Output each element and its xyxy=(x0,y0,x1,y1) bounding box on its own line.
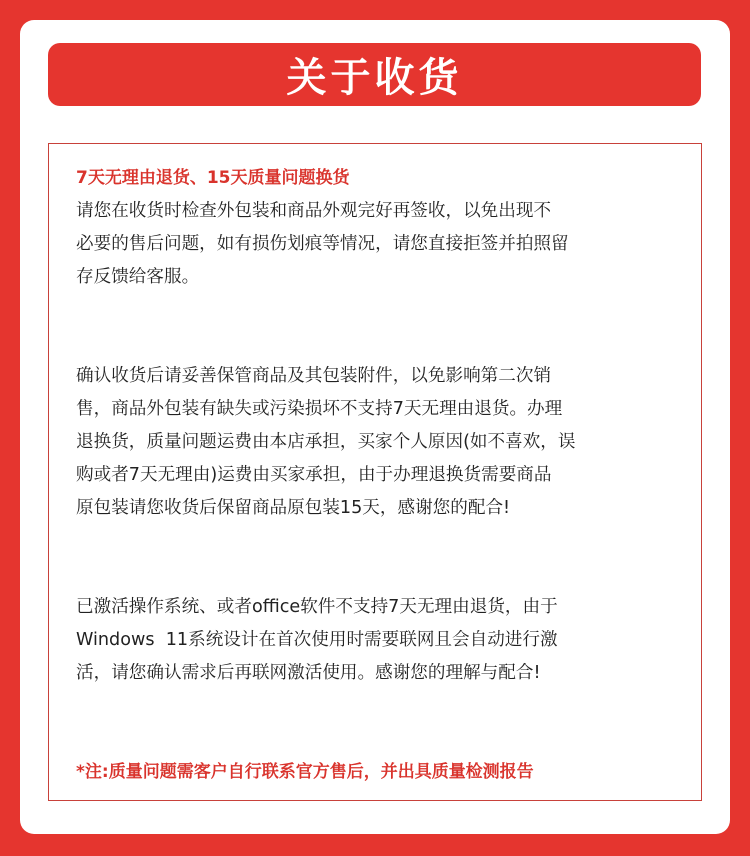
paragraph-line: Windows 11系统设计在首次使用时需要联网且会自动进行激 xyxy=(76,630,558,650)
paragraph-line: 必要的售后问题，如有损伤划痕等情况，请您直接拒签并拍照留 xyxy=(76,234,569,254)
paragraph-line: 活，请您确认需求后再联网激活使用。感谢您的理解与配合! xyxy=(76,663,541,683)
paragraph-line: 存反馈给客服。 xyxy=(76,267,200,287)
policy-box xyxy=(48,143,702,801)
title-banner xyxy=(48,43,701,106)
packaging-section xyxy=(76,360,679,525)
software-section xyxy=(76,591,679,690)
paragraph-line: 退换货，质量问题运费由本店承担，买家个人原因(如不喜欢，误 xyxy=(76,432,576,452)
paragraph-line: 原包装请您收货后保留商品原包装15天，感谢您的配合! xyxy=(76,498,511,518)
paragraph-line: 售，商品外包装有缺失或污染损坏不支持7天无理由退货。办理 xyxy=(76,399,563,419)
paragraph-line: 已激活操作系统、或者office软件不支持7天无理由退货，由于 xyxy=(76,597,558,617)
paragraph-line: 确认收货后请妥善保管商品及其包装附件，以免影响第二次销 xyxy=(76,366,552,386)
footer-note: *注:质量问题需客户自行联系官方售后，并出具质量检测报告 xyxy=(76,762,534,782)
paragraph-line: 购或者7天无理由)运费由买家承担，由于办理退换货需要商品 xyxy=(76,465,552,485)
return-policy-section xyxy=(76,162,679,294)
return-policy-heading: 7天无理由退货、15天质量问题换货 xyxy=(76,168,350,188)
paragraph-line: 请您在收货时检查外包装和商品外观完好再签收，以免出现不 xyxy=(76,201,552,221)
page-title: 关于收货 xyxy=(286,55,463,101)
content-card xyxy=(20,20,730,834)
